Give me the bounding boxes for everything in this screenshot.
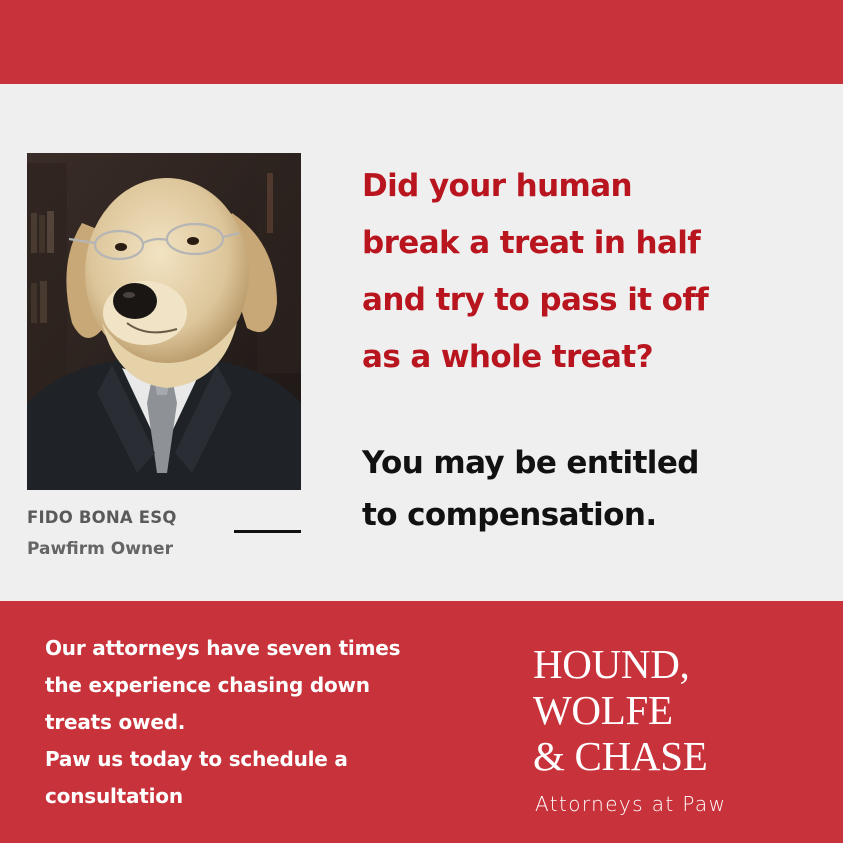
headline: [362, 158, 802, 386]
firm-logo: [533, 641, 833, 779]
firm-name-line: & CHASE: [533, 733, 708, 779]
dog-lawyer-photo: [27, 153, 301, 490]
dog-portrait-icon: [27, 153, 301, 490]
firm-tagline: Attorneys at Paw: [535, 792, 727, 816]
subheadline-line: to compensation.: [362, 497, 657, 533]
headline-line: and try to pass it off: [362, 282, 709, 318]
owner-role: Pawfirm Owner: [27, 539, 173, 559]
blurb-line: Our attorneys have seven times: [45, 636, 401, 660]
firm-blurb: [45, 630, 495, 815]
owner-name: FIDO BONA ESQ: [27, 508, 177, 527]
blurb-line: the experience chasing down: [45, 673, 370, 697]
subheadline: [362, 437, 802, 541]
subheadline-line: You may be entitled: [362, 445, 699, 481]
firm-name-line: HOUND,: [533, 641, 690, 687]
firm-name-line: WOLFE: [533, 687, 673, 733]
top-banner: [0, 0, 843, 84]
blurb-line: treats owed.: [45, 710, 186, 734]
blurb-line: consultation: [45, 784, 183, 808]
blurb-line: Paw us today to schedule a: [45, 747, 348, 771]
headline-line: as a whole treat?: [362, 339, 653, 375]
headline-line: break a treat in half: [362, 225, 701, 261]
caption-divider: [234, 530, 301, 533]
headline-line: Did your human: [362, 168, 633, 204]
